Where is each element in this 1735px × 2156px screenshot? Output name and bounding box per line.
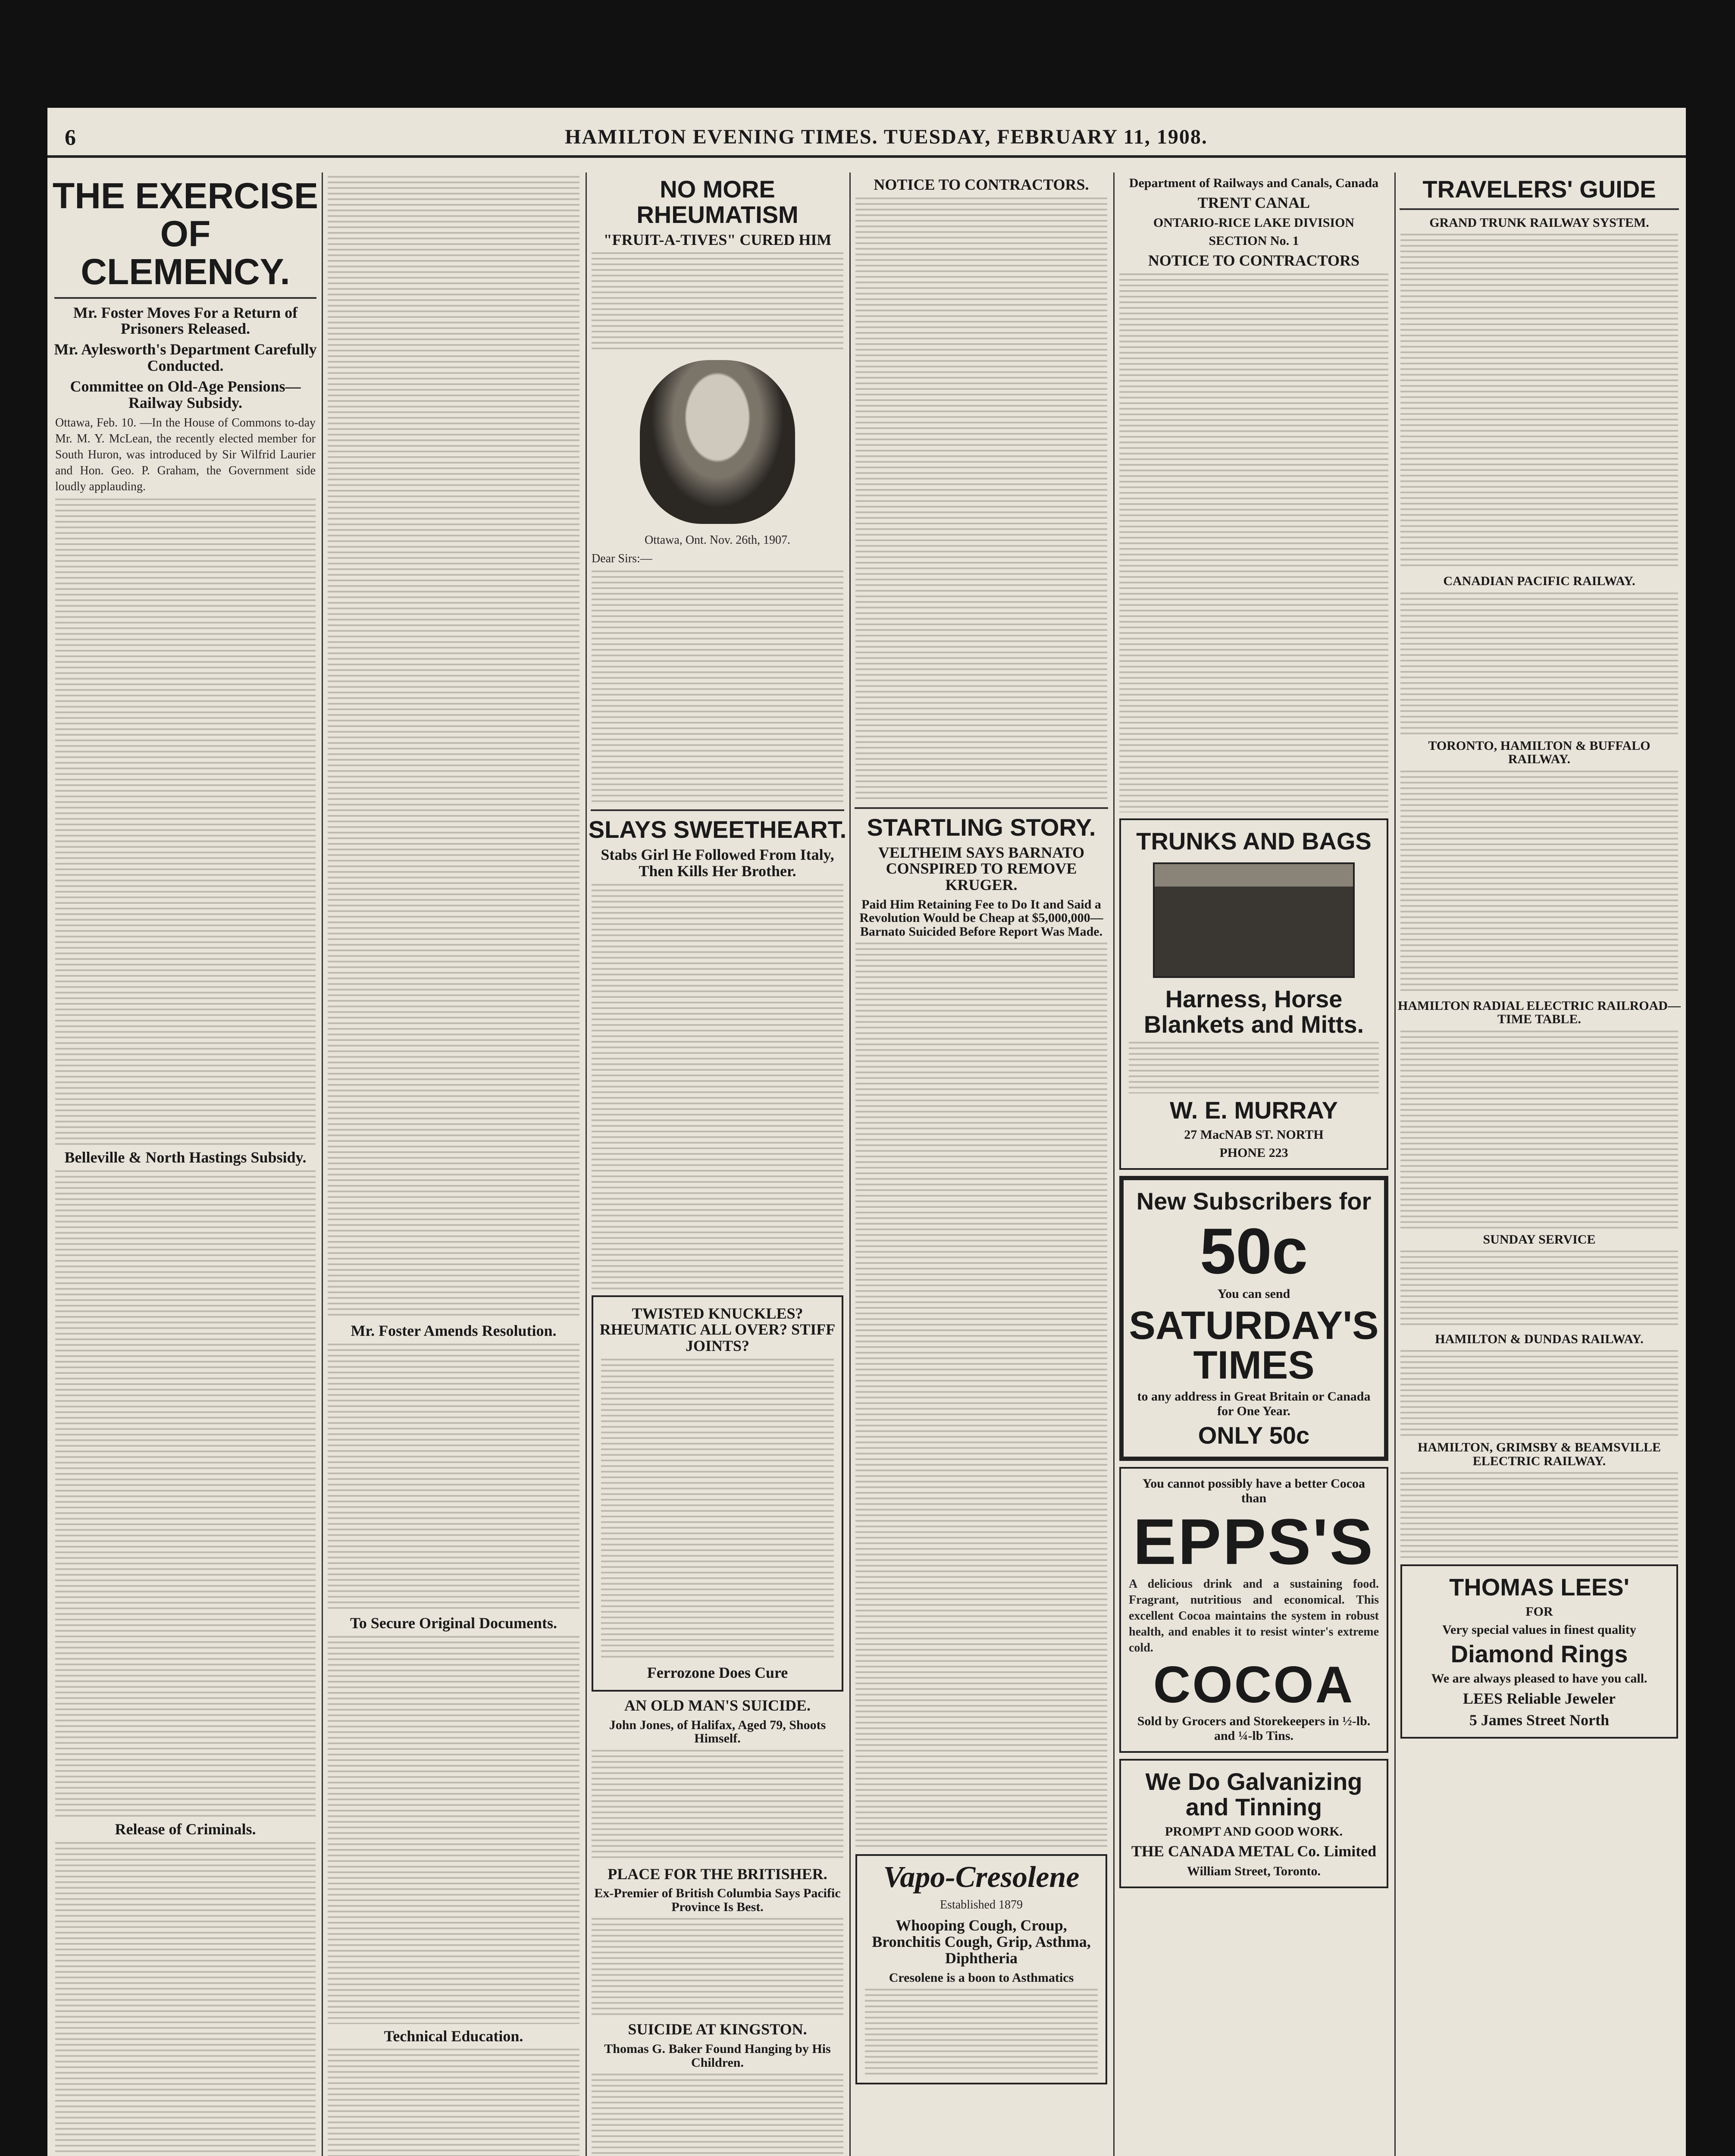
epps-intro: You cannot possibly have a better Cocoa than: [1142, 1476, 1365, 1506]
canadian-pacific-headline: CANADIAN PACIFIC RAILWAY.: [1443, 574, 1635, 589]
ad-body-text: [592, 252, 843, 351]
notice-body-text: [855, 197, 1107, 801]
masthead-title: HAMILTON EVENING TIMES. TUESDAY, FEBRUARY 11, 1908.: [565, 125, 1208, 148]
lees-address: 5 James Street North: [1469, 1711, 1610, 1729]
column-4: [852, 172, 1111, 2156]
sunday-service-label: SUNDAY SERVICE: [1483, 1232, 1596, 1247]
vapo-body-text: [865, 1989, 1098, 2075]
article-body-text: [328, 2049, 579, 2156]
column-5: [1116, 172, 1392, 2156]
rice-lake-division: ONTARIO-RICE LAKE DIVISION: [1153, 215, 1355, 230]
harness-headline: Harness, Horse Blankets and Mitts.: [1143, 985, 1364, 1038]
diamond-rings: Diamond Rings: [1450, 1640, 1628, 1668]
article-body-text: [328, 1636, 579, 2024]
saturdays-times: SATURDAY'S TIMES: [1129, 1303, 1379, 1387]
divider: [855, 807, 1108, 809]
epps-logo: EPPS'S: [1133, 1505, 1375, 1578]
murray-body-text: [1129, 1042, 1379, 1094]
ad-body-text: [592, 570, 843, 803]
section-number: SECTION No. 1: [1209, 233, 1299, 248]
column-3: [588, 172, 847, 2156]
column-rule: [586, 172, 587, 2156]
radial-railroad-headline: HAMILTON RADIAL ELECTRIC RAILROAD—TIME TABLE.: [1398, 998, 1681, 1027]
article-body-text: [592, 884, 843, 1289]
deck-retaining-fee: Paid Him Retaining Fee to Do It and Said a Revolution Would be Cheap at $5,000,000—Barnato Suicided Before Report Was Made.: [859, 897, 1103, 939]
galvanizing-sub: PROMPT AND GOOD WORK.: [1165, 1824, 1343, 1839]
deck-pensions: Committee on Old-Age Pensions—Railway Subsidy.: [70, 377, 301, 411]
lees-values: Very special values in finest quality: [1442, 1623, 1636, 1637]
page-number: 6: [65, 125, 76, 150]
deck-old-man-suicide: John Jones, of Halifax, Aged 79, Shoots Himself.: [609, 1717, 826, 1746]
masthead: [47, 121, 1686, 158]
ferrozone-tagline: Ferrozone Does Cure: [647, 1664, 788, 1682]
column-rule: [849, 172, 851, 2156]
column-rule: [322, 172, 323, 2156]
headline-slays-sweetheart: SLAYS SWEETHEART.: [588, 816, 847, 843]
ad-subhead-fruitatives: "FRUIT-A-TIVES" CURED HIM: [603, 231, 832, 248]
murray-name: W. E. MURRAY: [1170, 1096, 1338, 1124]
divider: [1400, 208, 1679, 210]
divider: [54, 297, 316, 299]
article-body-text: [592, 1750, 843, 1862]
divider: [591, 809, 844, 811]
timetable-text: [1400, 1031, 1678, 1229]
ferrozone-headline: TWISTED KNUCKLES? RHEUMATIC ALL OVER? STIFF JOINTS?: [599, 1304, 836, 1355]
column-2: [324, 172, 583, 2156]
new-subscribers: New Subscribers for: [1136, 1187, 1372, 1215]
article-body-text: [55, 1842, 316, 2156]
ad-salutation: Dear Sirs:—: [592, 552, 652, 566]
hgb-railway-headline: HAMILTON, GRIMSBY & BEAMSVILLE ELECTRIC RAILWAY.: [1418, 1440, 1661, 1468]
any-address-line: to any address in Great Britain or Canada for One Year.: [1137, 1389, 1371, 1418]
deck-place-for-britisher: Ex-Premier of British Columbia Says Pacific Province Is Best.: [594, 1886, 841, 1914]
vapo-established: Established 1879: [940, 1898, 1023, 1912]
travelers-guide-headline: TRAVELERS' GUIDE: [1422, 175, 1656, 203]
deck-foster: Mr. Foster Moves For a Return of Prisoners Released.: [73, 304, 298, 338]
article-body-text: [592, 1918, 843, 2017]
vapo-ailments: Whooping Cough, Croup, Bronchitis Cough, Grip, Asthma, Diphtheria: [872, 1917, 1091, 1967]
headline-old-man-suicide: AN OLD MAN'S SUICIDE.: [624, 1696, 811, 1714]
ad-dateline: Ottawa, Ont. Nov. 26th, 1907.: [644, 533, 791, 547]
headline-clemency: THE EXERCISE OF CLEMENCY.: [52, 175, 319, 292]
headline-startling-story: STARTLING STORY.: [867, 813, 1096, 841]
timetable-text: [1400, 592, 1678, 735]
article-body-text: [55, 498, 316, 1145]
cocoa-sold-by: Sold by Grocers and Storekeepers in ½-lb. and ¼-lb Tins.: [1137, 1714, 1371, 1743]
article-body-text: [592, 2074, 843, 2156]
column-rule: [1113, 172, 1115, 2156]
saturday-times-ad: [1119, 1176, 1388, 1461]
timetable-text: [1400, 1250, 1678, 1328]
article-body-text: [55, 1170, 316, 1817]
subhead-release: Release of Criminals.: [115, 1820, 256, 1838]
ferrozone-body-text: [601, 1359, 834, 1661]
column-1: [52, 172, 319, 2156]
canada-metal-company: THE CANADA METAL Co. Limited: [1131, 1842, 1377, 1860]
thomas-lees-name: THOMAS LEES': [1449, 1573, 1629, 1601]
headline-place-for-britisher: PLACE FOR THE BRITISHER.: [608, 1865, 827, 1883]
you-can-send: You can send: [1217, 1286, 1290, 1301]
deck-aylesworth: Mr. Aylesworth's Department Carefully Conducted.: [54, 341, 317, 374]
timetable-text: [1400, 771, 1678, 995]
dept-railways-canals: Department of Railways and Canals, Canada: [1129, 176, 1379, 190]
trunk-illustration: [1153, 862, 1355, 978]
deck-suicide-kingston: Thomas G. Baker Found Hanging by His Children.: [604, 2042, 831, 2070]
thomas-lees-ad: [1400, 1564, 1678, 1739]
headline-suicide-kingston: SUICIDE AT KINGSTON.: [628, 2021, 807, 2038]
subscription-price: 50c: [1199, 1214, 1308, 1287]
timetable-text: [1400, 1350, 1678, 1436]
subhead-original-documents: To Secure Original Documents.: [350, 1614, 557, 1632]
column-6: [1397, 172, 1682, 2156]
grand-trunk-headline: GRAND TRUNK RAILWAY SYSTEM.: [1429, 215, 1649, 230]
portrait-image: [640, 360, 795, 524]
vapo-cresolene-ad: [855, 1854, 1107, 2084]
article-body-text: [855, 943, 1107, 1848]
thb-railway-headline: TORONTO, HAMILTON & BUFFALO RAILWAY.: [1428, 738, 1650, 767]
canada-metal-address: William Street, Toronto.: [1187, 1864, 1321, 1878]
notice-body-text: [1119, 273, 1388, 812]
vapo-cresolene-logo: Vapo-Cresolene: [883, 1861, 1080, 1894]
newspaper-page: [47, 108, 1686, 2156]
ad-headline-rheumatism: NO MORE RHEUMATISM: [636, 175, 799, 228]
article-body-text: [328, 1344, 579, 1611]
canada-metal-ad: [1119, 1759, 1388, 1888]
notice-to-contractors-headline-2: NOTICE TO CONTRACTORS: [1148, 251, 1360, 269]
deck-slays-sweetheart: Stabs Girl He Followed From Italy, Then Kills Her Brother.: [601, 846, 834, 880]
only-50c: ONLY 50c: [1198, 1421, 1310, 1449]
lees-call: We are always pleased to have you call.: [1431, 1671, 1647, 1686]
subhead-belleville: Belleville & North Hastings Subsidy.: [64, 1149, 307, 1166]
cocoa-word: COCOA: [1153, 1656, 1355, 1714]
deck-veltheim: VELTHEIM SAYS BARNATO CONSPIRED TO REMOVE KRUGER.: [878, 843, 1085, 894]
murray-trunks-ad: [1119, 818, 1388, 1170]
column-rule: [1394, 172, 1396, 2156]
article-body-text: [328, 176, 579, 1319]
murray-address: 27 MacNAB ST. NORTH: [1184, 1127, 1324, 1142]
subhead-foster-amends: Mr. Foster Amends Resolution.: [351, 1322, 557, 1339]
notice-to-contractors-headline: NOTICE TO CONTRACTORS.: [874, 176, 1089, 193]
hamilton-dundas-headline: HAMILTON & DUNDAS RAILWAY.: [1435, 1332, 1644, 1346]
lead-paragraph: Ottawa, Feb. 10. —In the House of Commons to-day Mr. M. Y. McLean, the recently elected member for South Huron, was introduced by Sir Wilfrid Laurier and Hon. Geo. P. Graham, the Government side loudly applauding.: [55, 416, 316, 494]
trent-canal: TRENT CANAL: [1197, 194, 1310, 211]
murray-phone: PHONE 223: [1219, 1145, 1288, 1160]
epps-cocoa-ad: [1119, 1467, 1388, 1753]
subhead-technical-education: Technical Education.: [384, 2027, 523, 2045]
ferrozone-ad: [592, 1295, 843, 1692]
galvanizing-headline: We Do Galvanizing and Tinning: [1145, 1768, 1362, 1821]
epps-description: A delicious drink and a sustaining food. Fragrant, nutritious and economical. This excellent Cocoa maintains the system in robust health, and enables it to resist winter's extreme cold.: [1129, 1577, 1379, 1655]
timetable-text: [1400, 234, 1678, 570]
timetable-text: [1400, 1472, 1678, 1558]
trunks-and-bags: TRUNKS AND BAGS: [1136, 827, 1372, 855]
lees-for: FOR: [1525, 1604, 1553, 1619]
vapo-asthmatics: Cresolene is a boon to Asthmatics: [889, 1970, 1074, 1985]
lees-jeweler: LEES Reliable Jeweler: [1463, 1689, 1616, 1707]
